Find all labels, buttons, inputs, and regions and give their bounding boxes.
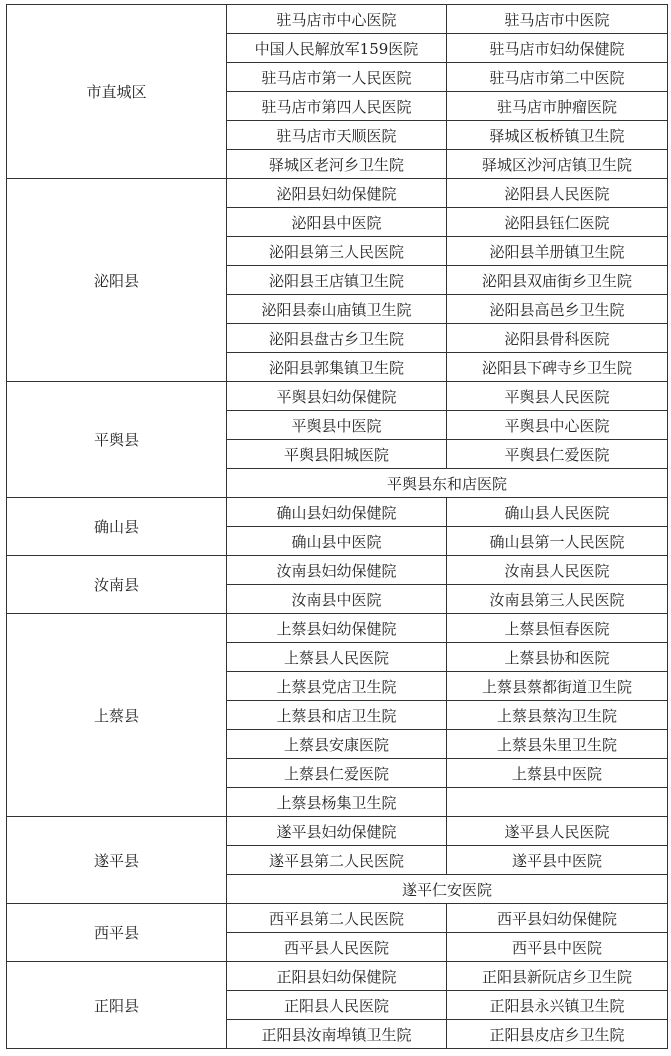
hospital-name: 泌阳县泰山庙镇卫生院 xyxy=(227,295,447,324)
hospital-name: 驿城区沙河店镇卫生院 xyxy=(447,150,668,179)
hospital-name: 平舆县阳城医院 xyxy=(227,440,447,469)
hospital-name: 上蔡县恒春医院 xyxy=(447,614,668,643)
region-name: 正阳县 xyxy=(7,962,227,1049)
hospital-name: 驻马店市中医院 xyxy=(447,5,668,34)
hospital-name: 西平县妇幼保健院 xyxy=(447,904,668,933)
hospital-name: 驿城区板桥镇卫生院 xyxy=(447,121,668,150)
hospital-name: 西平县第二人民医院 xyxy=(227,904,447,933)
region-name: 市直城区 xyxy=(7,5,227,179)
hospital-name: 正阳县人民医院 xyxy=(227,991,447,1020)
table-row xyxy=(7,962,668,991)
hospital-name: 泌阳县高邑乡卫生院 xyxy=(447,295,668,324)
hospital-name: 西平县中医院 xyxy=(447,933,668,962)
hospital-name: 正阳县汝南埠镇卫生院 xyxy=(227,1020,447,1049)
hospital-name: 驻马店市第一人民医院 xyxy=(227,63,447,92)
hospital-name: 驿城区老河乡卫生院 xyxy=(227,150,447,179)
table-row xyxy=(7,556,668,585)
hospital-name: 上蔡县蔡沟卫生院 xyxy=(447,701,668,730)
hospital-name: 驻马店市妇幼保健院 xyxy=(447,34,668,63)
hospital-name: 中国人民解放军159医院 xyxy=(227,34,447,63)
hospital-name xyxy=(447,788,668,817)
hospital-name: 泌阳县双庙街乡卫生院 xyxy=(447,266,668,295)
hospital-name: 正阳县皮店乡卫生院 xyxy=(447,1020,668,1049)
hospital-name: 驻马店市肿瘤医院 xyxy=(447,92,668,121)
table-row xyxy=(7,179,668,208)
hospital-name: 驻马店市第二中医院 xyxy=(447,63,668,92)
hospital-name: 上蔡县妇幼保健院 xyxy=(227,614,447,643)
hospital-name: 平舆县仁爱医院 xyxy=(447,440,668,469)
hospital-name: 西平县人民医院 xyxy=(227,933,447,962)
hospital-name: 上蔡县仁爱医院 xyxy=(227,759,447,788)
region-name: 遂平县 xyxy=(7,817,227,904)
hospital-name: 遂平县第二人民医院 xyxy=(227,846,447,875)
region-name: 上蔡县 xyxy=(7,614,227,817)
region-name: 平舆县 xyxy=(7,382,227,498)
hospital-name: 泌阳县钰仁医院 xyxy=(447,208,668,237)
hospital-name: 遂平县中医院 xyxy=(447,846,668,875)
hospital-name: 确山县中医院 xyxy=(227,527,447,556)
hospital-name: 上蔡县和店卫生院 xyxy=(227,701,447,730)
table-row xyxy=(7,498,668,527)
hospital-name: 正阳县新阮店乡卫生院 xyxy=(447,962,668,991)
table-row xyxy=(7,817,668,846)
hospital-name: 泌阳县中医院 xyxy=(227,208,447,237)
hospital-table-body xyxy=(7,5,668,1049)
table-row xyxy=(7,614,668,643)
hospital-name: 确山县第一人民医院 xyxy=(447,527,668,556)
hospital-name: 上蔡县人民医院 xyxy=(227,643,447,672)
hospital-name: 平舆县东和店医院 xyxy=(227,469,668,498)
hospital-name: 平舆县妇幼保健院 xyxy=(227,382,447,411)
table-row xyxy=(7,382,668,411)
hospital-name: 遂平县人民医院 xyxy=(447,817,668,846)
region-name: 确山县 xyxy=(7,498,227,556)
hospital-name: 上蔡县中医院 xyxy=(447,759,668,788)
hospital-name: 上蔡县党店卫生院 xyxy=(227,672,447,701)
hospital-table xyxy=(6,4,668,1049)
hospital-name: 驻马店市第四人民医院 xyxy=(227,92,447,121)
hospital-name: 泌阳县第三人民医院 xyxy=(227,237,447,266)
hospital-name: 上蔡县杨集卫生院 xyxy=(227,788,447,817)
hospital-name: 驻马店市天顺医院 xyxy=(227,121,447,150)
hospital-name: 泌阳县王店镇卫生院 xyxy=(227,266,447,295)
region-name: 西平县 xyxy=(7,904,227,962)
hospital-name: 汝南县第三人民医院 xyxy=(447,585,668,614)
hospital-name: 汝南县人民医院 xyxy=(447,556,668,585)
table-row xyxy=(7,5,668,34)
region-name: 泌阳县 xyxy=(7,179,227,382)
hospital-name: 汝南县中医院 xyxy=(227,585,447,614)
table-row xyxy=(7,904,668,933)
hospital-name: 泌阳县人民医院 xyxy=(447,179,668,208)
hospital-name: 遂平仁安医院 xyxy=(227,875,668,904)
hospital-name: 泌阳县下碑寺乡卫生院 xyxy=(447,353,668,382)
hospital-name: 汝南县妇幼保健院 xyxy=(227,556,447,585)
hospital-name: 确山县人民医院 xyxy=(447,498,668,527)
hospital-name: 上蔡县朱里卫生院 xyxy=(447,730,668,759)
hospital-name: 正阳县妇幼保健院 xyxy=(227,962,447,991)
region-name: 汝南县 xyxy=(7,556,227,614)
hospital-name: 平舆县中医院 xyxy=(227,411,447,440)
hospital-name: 平舆县中心医院 xyxy=(447,411,668,440)
hospital-name: 上蔡县安康医院 xyxy=(227,730,447,759)
hospital-name: 泌阳县羊册镇卫生院 xyxy=(447,237,668,266)
hospital-name: 平舆县人民医院 xyxy=(447,382,668,411)
hospital-name: 正阳县永兴镇卫生院 xyxy=(447,991,668,1020)
hospital-name: 上蔡县协和医院 xyxy=(447,643,668,672)
hospital-name: 驻马店市中心医院 xyxy=(227,5,447,34)
hospital-name: 遂平县妇幼保健院 xyxy=(227,817,447,846)
hospital-name: 泌阳县骨科医院 xyxy=(447,324,668,353)
hospital-name: 泌阳县盘古乡卫生院 xyxy=(227,324,447,353)
hospital-name: 泌阳县郭集镇卫生院 xyxy=(227,353,447,382)
hospital-name: 泌阳县妇幼保健院 xyxy=(227,179,447,208)
hospital-name: 确山县妇幼保健院 xyxy=(227,498,447,527)
hospital-name: 上蔡县蔡都街道卫生院 xyxy=(447,672,668,701)
